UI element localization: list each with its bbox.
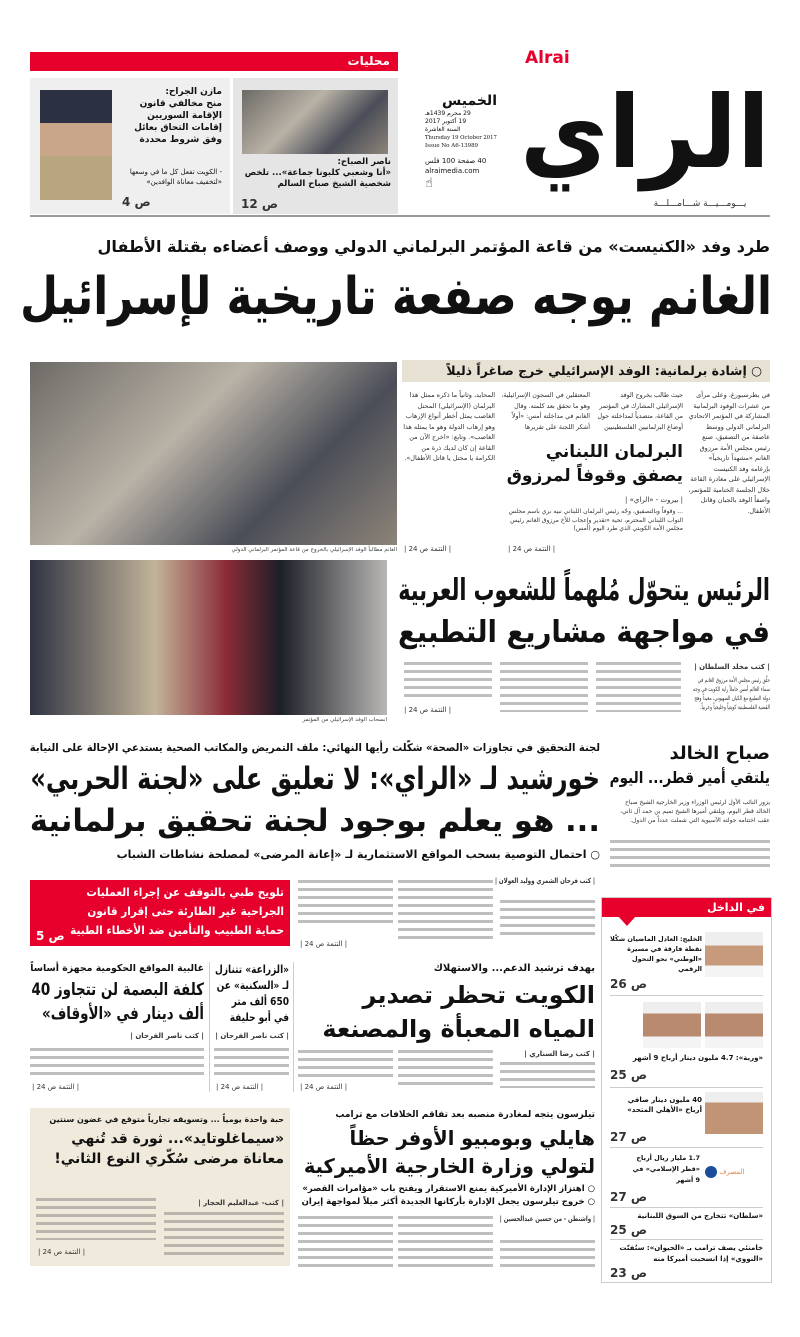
second-caption: انسحاب الوفد الإسرائيلي من المؤتمر: [302, 717, 387, 723]
inside-item[interactable]: [610, 932, 763, 996]
lead-banner: [402, 360, 770, 382]
item-text: خامنئي يصف ترامب بـ «الحيوان»: سنُفتّت «النووي» إذا انسحبت أميركا منه: [619, 1244, 763, 1263]
inside-item[interactable]: [610, 1150, 763, 1208]
headline-line: في مواجهة مشاريع التطبيع: [397, 615, 770, 650]
text-column: [164, 1212, 284, 1256]
byline: | كتب ناصر الفرحان |: [215, 1032, 289, 1040]
diabetes-kicker: حبة واحدة يومياً ... وتسويقه تجارياً متوقع في غضون سنتين: [49, 1115, 284, 1124]
page-ref: ص 25: [610, 1223, 648, 1237]
page-ref: ص 26: [610, 977, 648, 991]
headline-line: صباح الخالد: [669, 743, 770, 764]
water-headline[interactable]: الكويت تحظر تصدير المياه المعبأة والمصنعة: [322, 981, 595, 1043]
lead-headline[interactable]: الغانم يوجه صفعة تاريخية لإسرائيل: [20, 267, 772, 327]
date-en: Thursday 19 October 2017: [425, 135, 497, 141]
text-column: [298, 1216, 393, 1272]
text-column: [298, 1050, 393, 1080]
text-column: [298, 880, 393, 928]
inside-item[interactable]: [610, 1242, 763, 1282]
date-block: [425, 92, 497, 191]
byline: | كتب مخلد السلطان |: [694, 663, 770, 671]
health-kicker: لجنة التحقيق في تجاوزات «الصحة» شكّلت رأيها النهائي: ملف التمريض والمكاتب الصحية يستدعي الإحالة على النيابة: [29, 742, 600, 754]
teaser-title: ناصر الصباح:: [337, 157, 391, 167]
website-link[interactable]: alraimedia.com: [425, 167, 480, 175]
sabah-body: يزور النائب الأول لرئيس الوزراء وزير الخارجية الشيخ صباح الخالد قطر اليوم، ويلتقي أميرها الشيخ تميم بن حمد آل ثاني، عقب اختتامه جولته الآسيوية التي شملت عدداً من الدول.: [620, 799, 770, 824]
continued-ref[interactable]: | التتمة ص 24 |: [508, 545, 556, 553]
text-column: [30, 1048, 204, 1076]
lead-col-3: المعتقلين في السجون الإسرائيلية، وهو ما تحقق بعد كلمته. وقال الغانم في مداخلته أمس: «أولاً أشكر اللجنة على تقريرها: [501, 391, 590, 431]
page-ref: ص 4: [122, 195, 151, 209]
sub-body: ... وقوفاً وبالتصفيق، وجّه رئيس البرلمان اللبناني نبيه بري باسم مجلس النواب اللبناني المحترم، تحية «تقدير وإعجاب للأخ مرزوق الغانم رئيس مجلس الأمة الكويتي الذي طرد اليوم (أمس): [508, 508, 683, 532]
price: 40 صفحة 100 فلس: [425, 157, 487, 165]
fingerprint-kicker: غالبية المواقع الحكومية مجهزة أساساً: [30, 963, 204, 974]
lead-kicker: طرد وفد «الكنيست» من قاعة المؤتمر البرلماني الدولي ووصف أعضاءه بقتلة الأطفال: [97, 237, 770, 256]
section-bar[interactable]: محليات: [30, 52, 398, 71]
text-column: [500, 900, 595, 940]
text-column: [500, 1062, 595, 1088]
item-text: «سلطان» تتخارج من السوق اللبنانية: [637, 1212, 763, 1220]
lead-col-2: حيث طالب بخروج الوفد الإسرائيلي المشارك في المؤتمر من القاعة، متصدياً لمداخلته حول أوضاع البرلمانيين الفلسطينيين: [597, 391, 683, 431]
page-ref: ص 5: [36, 929, 65, 943]
continued-ref[interactable]: | التتمة ص 24 |: [38, 1248, 86, 1256]
tillerson-bullets: [298, 1183, 595, 1209]
diabetes-box[interactable]: [30, 1108, 290, 1266]
teaser-title: مازن الجراح:: [165, 87, 222, 97]
continued-ref[interactable]: | التتمة ص 24 |: [404, 545, 452, 553]
circle-bullet-icon: ○: [584, 1184, 595, 1194]
gregorian-date: 19 أكتوبر 2017: [425, 118, 467, 125]
lead-photo: [30, 362, 397, 545]
hand-pointer-icon: ☝: [425, 176, 433, 191]
headline-line: ... هو يعلم بوجود لجنة تحقيق برلمانية: [29, 803, 600, 839]
text-column: [398, 880, 493, 940]
text-column: [214, 1048, 289, 1080]
teaser-sub: - الكويت تفعل كل ما في وسعها «لتخفيف معاناة الوافدين»: [129, 168, 222, 186]
continued-ref[interactable]: | التتمة ص 24 |: [404, 706, 452, 714]
page-ref: ص 23: [610, 1266, 648, 1280]
page-ref: ص 27: [610, 1190, 648, 1204]
byline: | كتب ناصر الفرحان |: [130, 1032, 204, 1040]
headline-line: يلتقي أمير قطر... اليوم: [609, 768, 770, 787]
person-photo: [705, 932, 763, 977]
circle-bullet-icon: ○: [746, 363, 762, 378]
divider: [30, 215, 770, 217]
column-divider: [293, 962, 294, 1092]
text-column: [404, 662, 492, 700]
agri-headline[interactable]: «الزراعة» تتنازل لـ «السكنية» عن 650 ألف متر في أبو حليفة: [215, 963, 289, 1024]
continued-ref[interactable]: | التتمة ص 24 |: [300, 1083, 348, 1091]
issue: Issue No A6-13989: [425, 143, 479, 149]
second-body: حلّق رئيس مجلس الأمة مرزوق الغانم في سماء العالم أمس حاملاً راية الكويت في وجه دولة التطبيع مع الكيان الصهيوني، معيداً وهج القضية الفلسطينية كويتياً وخليجياً وعربياً.: [692, 677, 770, 711]
logo-en: Alrai: [525, 48, 570, 68]
red-box[interactable]: [30, 880, 290, 946]
person-photo: [705, 1092, 763, 1134]
sub-dateline: | بيروت - «الراي» |: [625, 496, 683, 504]
text-column: [610, 840, 770, 870]
teaser-photo: [242, 90, 388, 154]
column-divider: [209, 962, 210, 1092]
teaser-headline: «أنا وشعبي كلبونا جماعة»... تلخص شخصية الشيخ صباح السالم: [244, 168, 391, 189]
teaser-mazen[interactable]: [30, 78, 230, 214]
headline-line: الرئيس يتحوّل مُلهماً للشعوب العربية: [398, 573, 770, 608]
text-column: [36, 1198, 156, 1240]
continued-ref[interactable]: | التتمة ص 24 |: [216, 1083, 264, 1091]
year: السنة العاشرة: [425, 126, 461, 133]
byline: | كتب رضا السناري |: [524, 1050, 595, 1058]
health-bullet: [30, 847, 600, 862]
health-headline[interactable]: [30, 758, 600, 842]
teaser-nasser[interactable]: [233, 78, 398, 214]
text-column: [500, 662, 588, 712]
bullet-text: احتمال التوصية بسحب المواقع الاستثمارية لـ «إعانة المرضى» لمصلحة نشاطات الشباب: [116, 848, 587, 861]
teaser-headline: منح مخالفي قانون الإقامة السوريين إقامات التحاق بعائل وفق شروط محددة: [134, 99, 222, 145]
page-ref: ص 12: [241, 197, 279, 211]
page-ref: ص 25: [610, 1068, 648, 1082]
person-photo: [705, 1002, 763, 1048]
lead-col-1: في بطرسبورغ، وعلى مرأى من عشرات الوفود البرلمانية المشاركة في المؤتمر الاتحادي البرلماني الدولي ووسط عاصفة من التصفيق، صنع رئيس مجلس الأمة مرزوق الغانم «مشهداً تاريخياً» بإرغامه وفد الكنيست الإسرائيلي على مغادرة القاعة خلال الجلسة الختامية للمؤتمر، واصفاً الوفد بالجبان وقاتل الأطفال.: [688, 391, 770, 515]
circle-bullet-icon: ○: [586, 848, 600, 861]
item-text: 40 مليون دينار صافي أرباح «الأهلي المتحد»: [627, 1096, 702, 1114]
teaser-photo: [40, 90, 112, 200]
inside-item[interactable]: [610, 1210, 763, 1240]
inside-item[interactable]: [610, 1000, 763, 1088]
text-column: [596, 662, 681, 712]
inside-item[interactable]: [610, 1092, 763, 1148]
water-kicker: بهدف ترشيد الدعم... والاستهلاك: [433, 963, 595, 974]
continued-ref[interactable]: | التتمة ص 24 |: [300, 940, 348, 948]
item-text: «وربة»: 4.7 مليون دينار أرباح 9 أشهر: [632, 1054, 763, 1062]
hijri-date: 29 محرم 1439هـ: [425, 110, 471, 117]
diabetes-headline: «سيماغلوتايد»... ثورة قد تُنهي معاناة مرضى سُكّري النوع الثاني!: [54, 1131, 284, 1167]
item-text: 1.7 مليار ريال أرباح «قطر الإسلامي» في 9 أشهر: [632, 1154, 700, 1184]
lead-caption: الغانم مطالباً الوفد الإسرائيلي بالخروج من قاعة المؤتمر البرلماني الدولي: [231, 547, 397, 553]
byline: | كتب فرحان الشمري ووليد العولان |: [494, 877, 595, 885]
headline-line: خورشيد لـ «الراي»: لا تعليق على «لجنة الحربي»: [30, 761, 601, 797]
second-headline[interactable]: [398, 570, 770, 654]
inside-title: في الداخل: [602, 898, 771, 917]
text-column: [398, 1216, 493, 1272]
sub-headline[interactable]: البرلمان اللبناني يصفق وقوفاً لمرزوق: [506, 442, 683, 486]
red-box-text: تلويح طبي بالتوقف عن إجراء العمليات الجراحية غير الطارئة حتى إقرار قانون حماية الطبيب والتأمين ضد الأخطاء الطبية: [70, 885, 285, 937]
circle-bullet-icon: ○: [584, 1197, 595, 1207]
page-ref: ص 27: [610, 1130, 648, 1144]
pointer-icon: [618, 916, 636, 926]
day: الخميس: [441, 93, 497, 109]
logo-ar: الراي: [520, 74, 770, 191]
tillerson-headline[interactable]: هايلي وبومبيو الأوفر حظاً لتولي وزارة الخارجية الأميركية: [303, 1126, 595, 1178]
banner-text: إشادة برلمانية: الوفد الإسرائيلي خرج صاغراً ذليلاً: [446, 363, 747, 378]
text-column: [398, 1050, 493, 1088]
second-photo: [30, 560, 387, 715]
byline: | واشنطن - من حسين عبدالحسين |: [499, 1215, 595, 1223]
person-photo: [643, 1002, 701, 1048]
tagline: يـــومـــيـــة شـــامـــلـــة: [653, 199, 747, 209]
text-column: [500, 1240, 595, 1272]
item-text: الخليج: العادل الماضيان شكّلا نقطة فارقة في مسيرة «الوطني» نحو التحول الرقمي: [610, 935, 702, 973]
bank-logo-icon: المصرف: [705, 1166, 745, 1178]
fingerprint-headline[interactable]: كلفة البصمة لن تتجاوز 40 ألف دينار في «الأوقاف»: [31, 980, 205, 1024]
sabah-headline[interactable]: [610, 742, 770, 790]
inside-sidebar: [601, 897, 772, 1283]
lead-col-4: المحايد، وثانياً ما ذكره ممثل هذا البرلمان (الإسرائيلي) المحتل الغاصب يمثل أخطر أنواع الإرهاب وهو إرهاب الدولة وهو ما يمثله هذا الغاصب». وتابع: «اخرج الآن من القاعة إن كان لديك ذرة من الكرامة يا محتل يا قاتل الأطفال».: [403, 391, 495, 462]
byline: | كتب- عبدالعليم الحجار |: [198, 1199, 284, 1207]
bullet-item: ○ خروج تيلرسون يجعل الإدارة بأركانها الجديدة أكثر ميلاً لمواجهة إيران: [301, 1197, 595, 1207]
continued-ref[interactable]: | التتمة ص 24 |: [32, 1083, 80, 1091]
tillerson-kicker: تيلرسون يتجه لمغادرة منصبه بعد تفاقم الخلافات مع ترامب: [335, 1110, 595, 1120]
bullet-item: ○ اهتزاز الإدارة الأميركية يمنع الاستقرار ويفتح باب «مؤامرات القصر»: [302, 1184, 595, 1194]
